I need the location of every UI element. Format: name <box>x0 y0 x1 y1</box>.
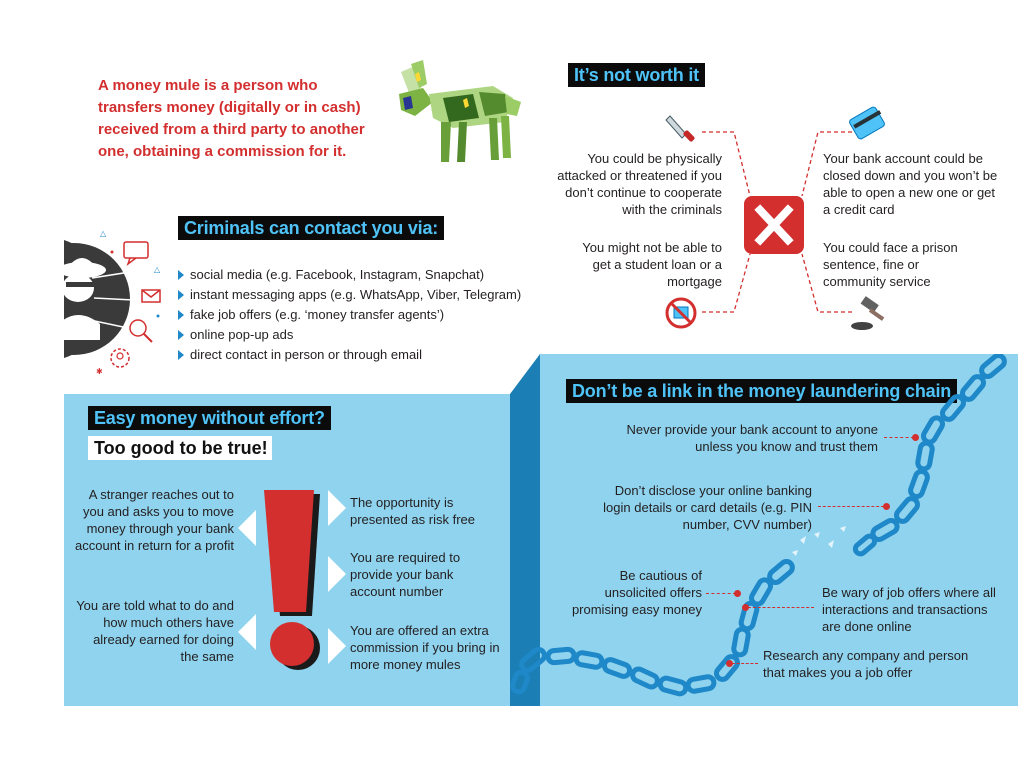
gavel-icon <box>848 296 888 332</box>
easy-stranger: A stranger reaches out to you and asks you to move money through your bank account in return for a profit <box>75 487 234 553</box>
worth-loan: You might not be able to get a student loan or a mortgage <box>582 240 722 289</box>
chain-heading: Don’t be a link in the money laundering chain <box>566 379 957 403</box>
leader-line <box>884 437 914 438</box>
chain-wary: Be wary of job offers where all interactions and transactions are done online <box>822 585 996 634</box>
chevron-right-icon <box>328 490 346 526</box>
easy-told: You are told what to do and how much others have already earned for doing the same <box>76 598 234 664</box>
marker-dot <box>734 590 741 597</box>
worth-heading: It’s not worth it <box>568 63 705 87</box>
list-item: online pop-up ads <box>176 325 521 345</box>
worth-attacked: You could be physically attacked or threatened if you don’t continue to cooperate with the criminals <box>557 151 722 217</box>
marker-dot <box>912 434 919 441</box>
chevron-right-icon <box>328 556 346 592</box>
svg-text:△: △ <box>154 265 161 274</box>
chevron-left-icon <box>238 510 256 546</box>
chain-cautious: Be cautious of unsolicited offers promising easy money <box>571 568 702 617</box>
list-item: direct contact in person or through email <box>176 345 521 365</box>
easy-heading: Easy money without effort? <box>88 406 331 430</box>
chevron-right-icon <box>328 628 346 664</box>
contact-channel-icons <box>92 228 172 376</box>
svg-text:✱: ✱ <box>96 367 103 376</box>
marker-dot <box>726 660 733 667</box>
contact-heading: Criminals can contact you via: <box>178 216 444 240</box>
exclamation-icon <box>260 488 322 674</box>
easy-required: You are required to provide your bank account number <box>350 550 461 599</box>
chain-disclose: Don’t disclose your online banking login details or card details (e.g. PIN number, CVV number) <box>603 483 812 532</box>
worth-prison: You could face a prison sentence, fine or community service <box>823 240 958 289</box>
easy-riskfree: The opportunity is presented as risk free <box>350 495 476 527</box>
list-item: fake job offers (e.g. ‘money transfer agents’) <box>176 305 521 325</box>
list-item: social media (e.g. Facebook, Instagram, Snapchat) <box>176 265 521 285</box>
x-icon <box>744 196 804 254</box>
no-loan-icon <box>664 296 698 330</box>
credit-card-icon <box>848 104 888 144</box>
leader-line <box>818 506 884 507</box>
leader-line <box>732 663 758 664</box>
easy-subheading: Too good to be true! <box>88 436 272 460</box>
marker-dot <box>883 503 890 510</box>
contact-list <box>176 265 521 365</box>
easy-offered: You are offered an extra commission if you bring in more money mules <box>350 623 500 672</box>
donkey-icon <box>393 58 533 170</box>
chain-never: Never provide your bank account to anyone unless you know and trust them <box>626 422 878 454</box>
svg-text:△: △ <box>100 229 107 238</box>
leader-line <box>706 593 736 594</box>
chevron-left-icon <box>238 614 256 650</box>
chain-research: Research any company and person that makes you a job offer <box>763 648 969 680</box>
leader-line <box>748 607 814 608</box>
marker-dot <box>742 604 749 611</box>
list-item: instant messaging apps (e.g. WhatsApp, Viber, Telegram) <box>176 285 521 305</box>
knife-icon <box>662 110 698 146</box>
worth-bank: Your bank account could be closed down and you won’t be able to open a new one or get a credit card <box>823 151 998 217</box>
intro-text: A money mule is a person who transfers money (digitally or in cash) received from a third party to another one, obtaining a commission for it. <box>98 77 365 160</box>
